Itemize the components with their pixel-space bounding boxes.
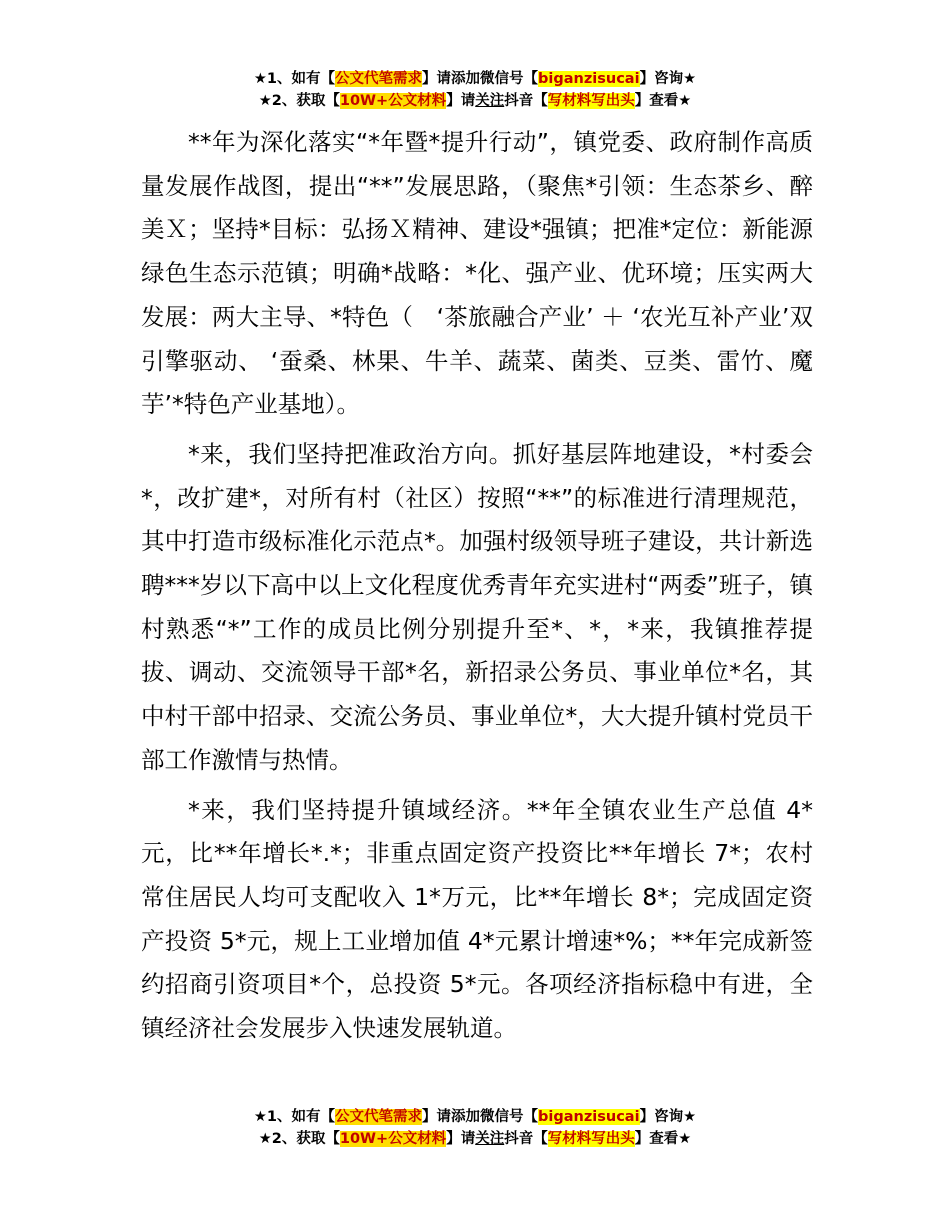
document-body — [141, 121, 813, 1057]
follow-underlined: 关注 — [475, 1131, 505, 1147]
materials-highlight: 10W+公文材料 — [339, 1131, 447, 1147]
footer-promo-banner — [0, 1106, 950, 1150]
ghostwriting-highlight: 公文代笔需求 — [335, 71, 423, 87]
header-promo-banner — [0, 68, 950, 112]
douyin-account-highlight: 写材料写出头 — [547, 1131, 635, 1147]
follow-underlined: 关注 — [475, 93, 505, 109]
promo-line-2: ★2、获取【10W+公文材料】请关注抖音【写材料写出头】查看★ — [258, 93, 692, 109]
douyin-account-highlight: 写材料写出头 — [547, 93, 635, 109]
wechat-id-highlight: biganzisucai — [538, 1109, 640, 1125]
materials-highlight: 10W+公文材料 — [339, 93, 447, 109]
promo-line-1: ★1、如有【公文代笔需求】请添加微信号【biganzisucai】咨询★ — [253, 71, 697, 87]
promo-line-2: ★2、获取【10W+公文材料】请关注抖音【写材料写出头】查看★ — [258, 1131, 692, 1147]
paragraph-political-direction: *来，我们坚持把准政治方向。抓好基层阵地建设，*村委会*，改扩建*，对所有村（社区）按照“**”的标准进行清理规范，其中打造市级标准化示范点*。加强村级领导班子建设，共计新选聘***岁以下高中以上文化程度优秀青年充实进村“两委”班子，镇村熟悉“*”工作的成员比例分别提升至*、*，*来，我镇推荐提拔、调动、交流领导干部*名，新招录公务员、事业单位*名，其中村干部中招录、交流公务员、事业单位*，大大提升镇村党员干部工作激情与热情。 — [141, 439, 813, 774]
wechat-id-highlight: biganzisucai — [538, 71, 640, 87]
paragraph-economy: *来，我们坚持提升镇域经济。**年全镇农业生产总值 4*元，比**年增长*.*；非重点固定资产投资比**年增长 7*；农村常住居民人均可支配收入 1*万元，比**年增长 8*；完成固定资产投资 5*元，规上工业增加值 4*元累计增速*%；**年完成新签约招商引资项目*个，总投资 5*元。各项经济指标稳中有进，全镇经济社会发展步入快速发展轨道。 — [141, 795, 814, 1043]
paragraph-development-plan: **年为深化落实“*年暨*提升行动”，镇党委、政府制作高质量发展作战图，提出“**”发展思路，（聚焦*引领：生态茶乡、醉美Ｘ；坚持*目标：弘扬Ｘ精神、建设*强镇；把准*定位：新能源绿色生态示范镇；明确*战略：*化、强产业、优环境；压实两大发展：两大主导、*特色（ ‘茶旅融合产业’ ＋ ‘农光互补产业’双引擎驱动、 ‘蚕桑、林果、牛羊、蔬菜、菌类、豆类、雷竹、魔芋’*特色产业基地）。 — [141, 128, 813, 419]
promo-line-1: ★1、如有【公文代笔需求】请添加微信号【biganzisucai】咨询★ — [253, 1109, 697, 1125]
ghostwriting-highlight: 公文代笔需求 — [335, 1109, 423, 1125]
